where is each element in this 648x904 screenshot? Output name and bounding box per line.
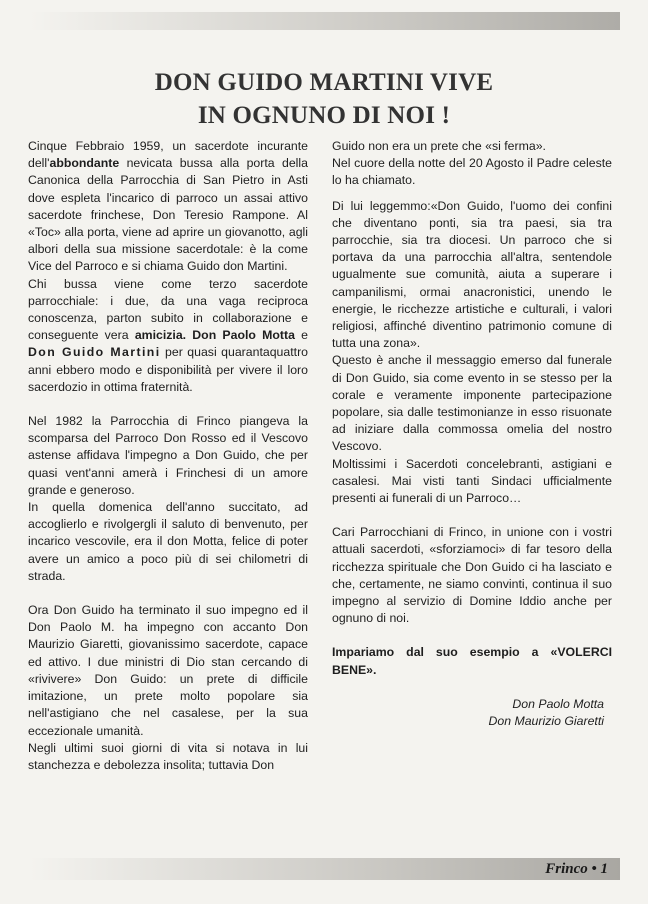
closing-exhortation: Impariamo dal suo esempio a «VOLERCI BENE». — [332, 645, 612, 677]
paragraph: Nel cuore della notte del 20 Agosto il Padre celeste lo ha chiamato. — [332, 156, 612, 188]
signature-paolo-motta: Don Paolo Motta — [512, 696, 604, 711]
bottom-decorative-band — [30, 858, 620, 880]
paragraph: In quella domenica dell'anno succitato, ad accoglierlo e rivolgergli il saluto di benvenuto, per incarico vescovile, era il don Motta, felice di poter avere un amico a poco più di sei chilometri di strada. — [28, 500, 308, 583]
paragraph: Questo è anche il messaggio emerso dal funerale di Don Guido, sia come evento in se stesso per la corale e veramente imponente partecipazione popolare, sia dalle testimonianze in esso risuonate ad iniziare dalla commossa omelia del nostro Vescovo. — [332, 353, 612, 454]
left-column — [28, 138, 308, 774]
paragraph: Ora Don Guido ha terminato il suo impegno ed il Don Paolo M. ha impegno con accanto Don Maurizio Giaretti, giovanissimo sacerdote, capace ed attivo. I due ministri di Dio stan cercando di «rivivere» Don Guido: un prete di difficile imitazione, un prete molto popolare sia nell'astigiano che nel casalese, per la sua eccezionale umanità. — [28, 603, 308, 738]
top-decorative-band — [30, 12, 620, 30]
article-title-line-2: IN OGNUNO DI NOI ! — [197, 102, 451, 129]
page-footer: Frinco • 1 — [545, 861, 608, 877]
article-title-line-1: DON GUIDO MARTINI VIVE — [154, 69, 494, 96]
paragraph: Guido non era un prete che «si ferma». — [332, 139, 546, 153]
paragraph: Negli ultimi suoi giorni di vita si notava in lui stanchezza e debolezza insolita; tuttavia Don — [28, 740, 308, 772]
paragraph: Chi bussa viene come terzo sacerdote parrocchiale: i due, da una vaga reciproca conoscenza, parton subito in collaborazione e conseguente vera amicizia. Don Paolo Motta e Don Guido Martini per quasi quarantaquattro anni ebbero modo e disponibilità per vivere il loro sacerdozio in ottima fraternità. — [28, 276, 309, 394]
paragraph: Cinque Febbraio 1959, un sacerdote incurante dell'abbondante nevicata bussa alla porta della Canonica della Parrocchia di San Pietro in Asti dove espleta l'incarico di parroco un assai attivo sacerdote frinchese, Don Teresio Rampone. Al «Toc» alla porta, viene ad aprire un giovanotto, agli albori della sua missione sacerdotale: è la come Vice del Parroco e si chiama Guido don Martini. — [28, 139, 308, 274]
paragraph: Cari Parrocchiani di Frinco, in unione con i vostri attuali sacerdoti, «sforziamoci» di far tesoro della ricchezza spirituale che Don Guido ci ha lasciato e che, certamente, ne siamo convinti, continua il suo impegno al servizio di Domine Iddio anche per ognuno di noi. — [332, 525, 612, 626]
signature-maurizio-giaretti: Don Maurizio Giaretti — [488, 714, 604, 729]
paragraph: Moltissimi i Sacerdoti concelebranti, astigiani e casalesi. Mai visti tanti Sindaci ufficialmente presenti ai funerali di un Parroco… — [332, 456, 612, 506]
right-column — [332, 138, 612, 730]
paragraph: Nel 1982 la Parrocchia di Frinco piangeva la scomparsa del Parroco Don Rosso ed il Vescovo astense affidava l'impegno a Don Guido, che per quasi vent'anni amerà i Frinchesi di un amore grande e generoso. — [28, 414, 308, 497]
paragraph: Di lui leggemmo:«Don Guido, l'uomo dei confini che diventano ponti, sia tra paesi, sia tra parrocchie, sia tra diocesi. Un parroco che si portava da una parrocchia all'altra, sentendole ugualmente sue comunità, aiuta a superare i campanilismi, ormai anacronistici, unendo le energie, le ricchezze artistiche e culturali, i valori religiosi, affinché diventino patrimonio comune di tutta una zona». — [332, 198, 612, 351]
